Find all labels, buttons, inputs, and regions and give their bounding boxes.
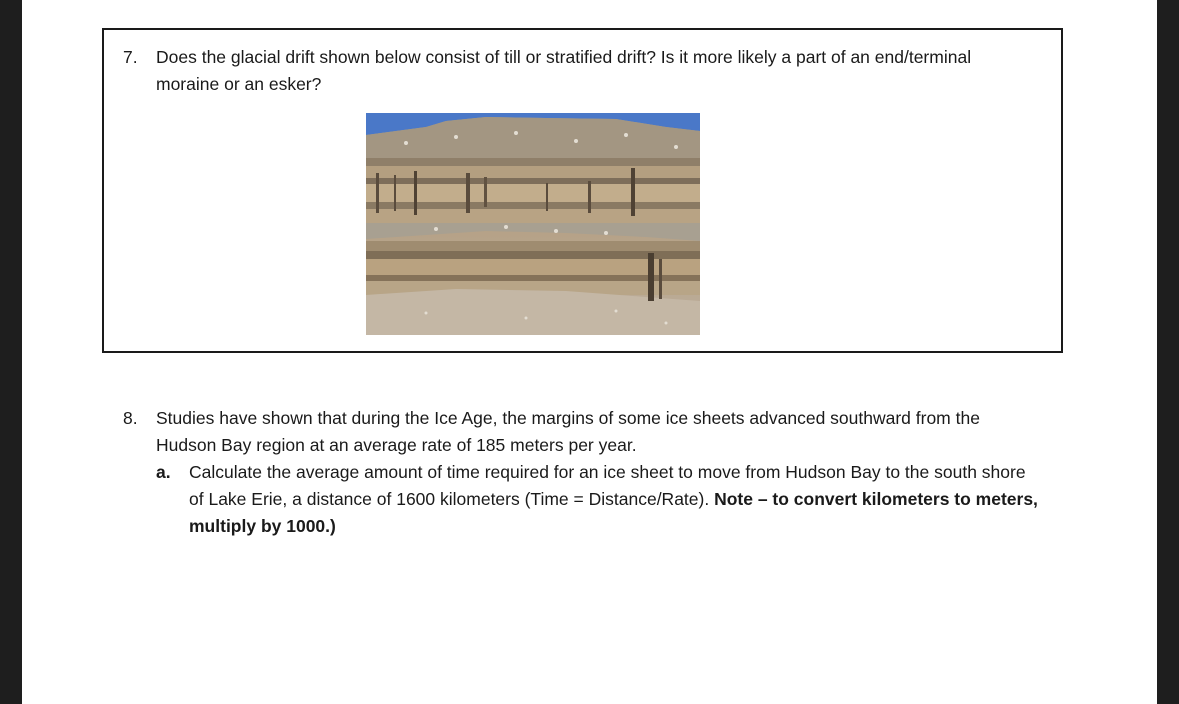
question-8a-line-1: Calculate the average amount of time required for an ice sheet to move from Hudson Bay to the south shore (189, 462, 1026, 482)
question-7-line-1: Does the glacial drift shown below consist of till or stratified drift? Is it more likely a part of an end/terminal (156, 47, 972, 67)
glacial-drift-photo (366, 113, 700, 335)
question-8a-letter: a. (156, 462, 171, 482)
document-page (22, 0, 1157, 704)
question-7-number: 7. (123, 47, 138, 67)
question-7-line-2: moraine or an esker? (156, 74, 322, 94)
question-8-number: 8. (123, 408, 138, 428)
question-8-line-1: Studies have shown that during the Ice Age, the margins of some ice sheets advanced southward from the (156, 408, 980, 428)
question-8-line-2: Hudson Bay region at an average rate of 185 meters per year. (156, 435, 637, 455)
question-8a-line-2-plain: of Lake Erie, a distance of 1600 kilometers (Time = Distance/Rate). (189, 489, 715, 509)
question-8a-line-2 (189, 486, 1038, 513)
question-8a-line-3: multiply by 1000.) (189, 516, 336, 536)
sediment-cliff-image (366, 113, 700, 335)
question-8a-note: Note – to convert kilometers to meters, (714, 489, 1038, 509)
